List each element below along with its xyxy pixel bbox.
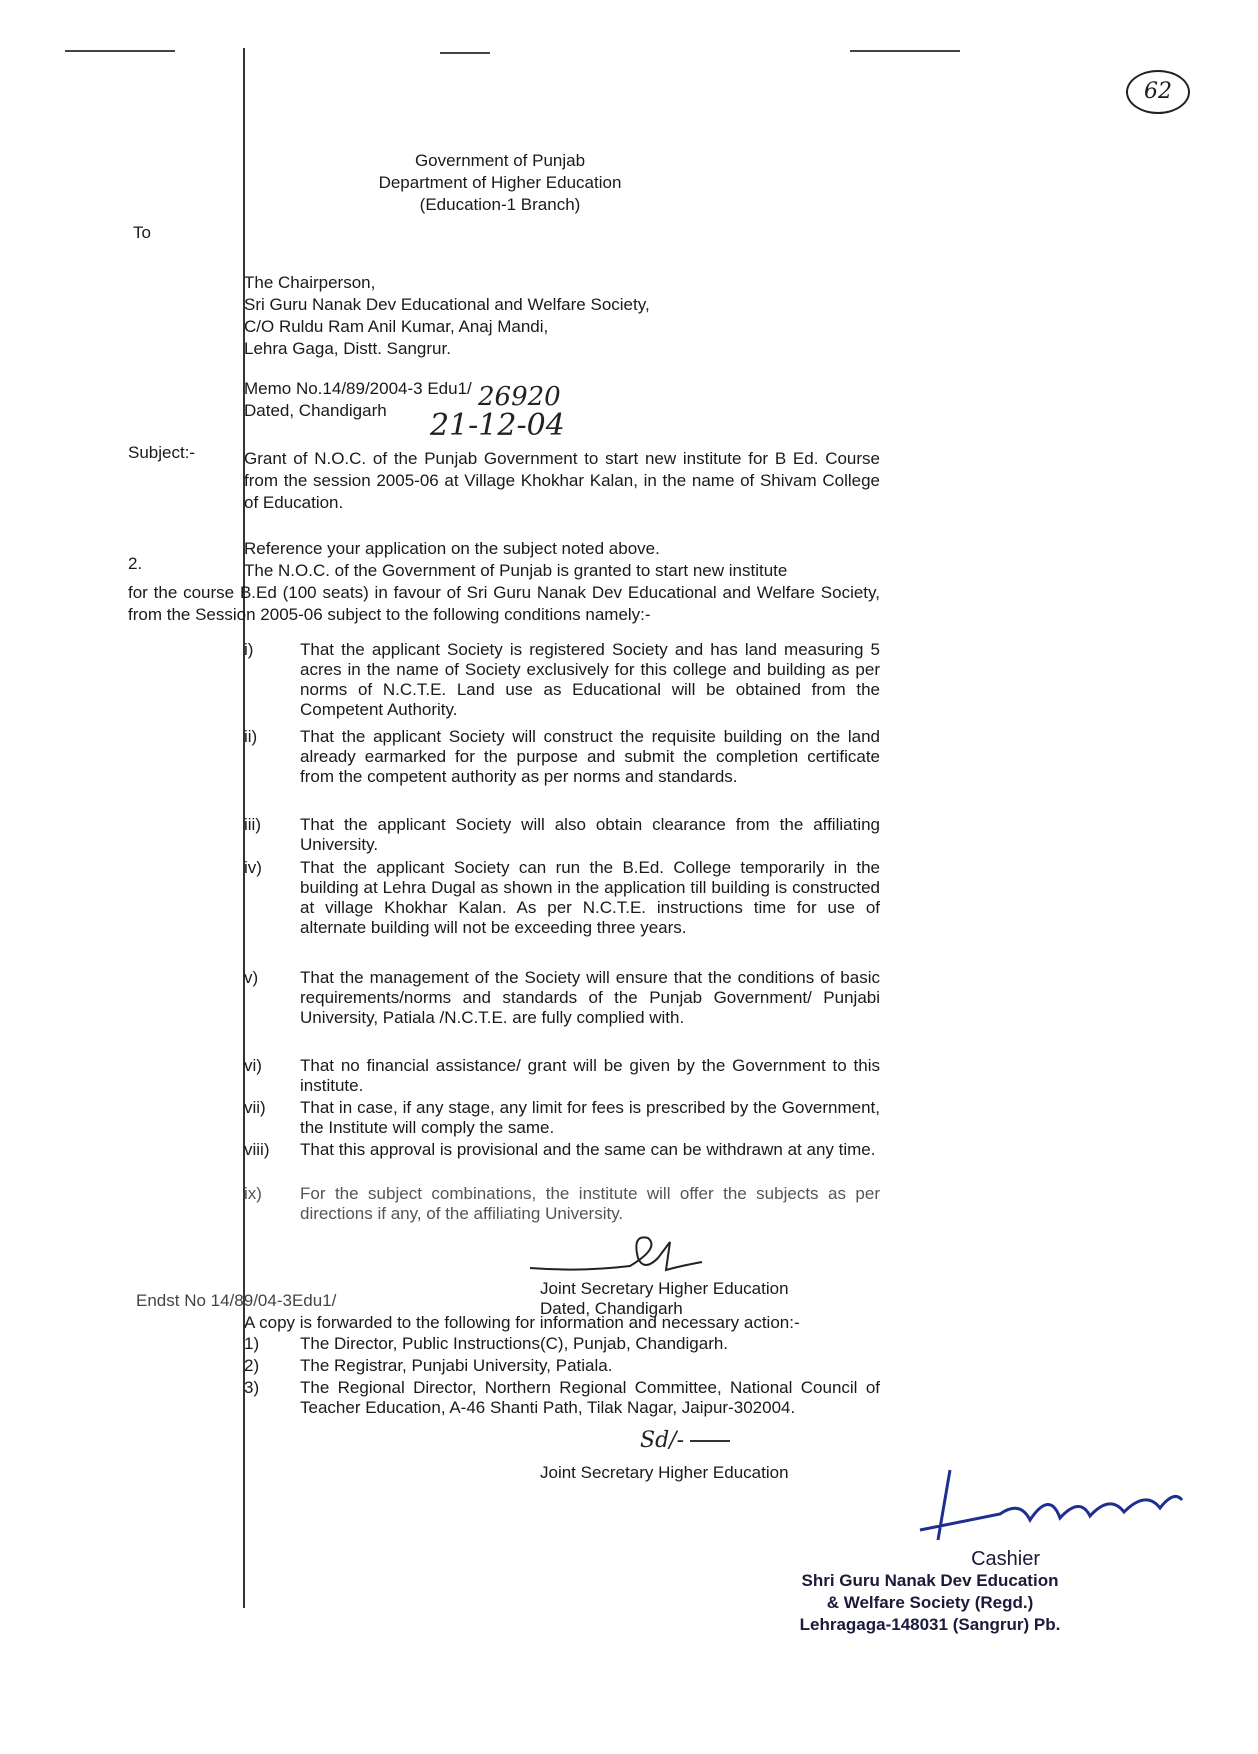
society-stamp xyxy=(780,1548,1080,1636)
condition-text: That no financial assistance/ grant will be given by the Government to this institute. xyxy=(300,1056,880,1095)
signatory-2: Joint Secretary Higher Education xyxy=(540,1463,789,1482)
addressee-line-1: The Chairperson, xyxy=(244,273,376,292)
header-line-1: Government of Punjab xyxy=(414,151,586,170)
condition-text: That the management of the Society will ensure that the conditions of basic requirements/norms and standards of the Punjab Government/ Punjabi University, Patiala /N.C.T.E. are fully complied with. xyxy=(300,968,880,1027)
recipient-item xyxy=(244,1334,880,1354)
condition-number: vii) xyxy=(244,1098,266,1117)
addressee xyxy=(244,272,844,360)
condition-item xyxy=(244,815,880,855)
para2-text: for the course B.Ed (100 seats) in favour of Sri Guru Nanak Dev Educational and Welfare Society, from the Session 2005-06 subject to the following conditions namely:- xyxy=(128,583,880,624)
stamp-title: Cashier xyxy=(971,1548,1040,1570)
page-number: 62 xyxy=(1126,70,1190,114)
scan-mark xyxy=(850,50,960,52)
forward-text: A copy is forwarded to the following for information and necessary action:- xyxy=(244,1313,800,1332)
to-label: To xyxy=(133,223,151,242)
para-number: 2. xyxy=(128,554,143,573)
condition-number: iv) xyxy=(244,858,262,877)
stamp-line-2: & Welfare Society (Regd.) xyxy=(826,1593,1034,1612)
memo-number: Memo No.14/89/2004-3 Edu1/ xyxy=(244,379,472,398)
sd-mark: Sd/- xyxy=(640,1428,684,1453)
condition-text: For the subject combinations, the institute will offer the subjects as per directions if any, of the affiliating University. xyxy=(300,1184,880,1223)
signatory-1: Joint Secretary Higher Education xyxy=(540,1279,789,1298)
condition-text: That the applicant Society can run the B.Ed. College temporarily in the building at Lehra Dugal as shown in the application till building is constructed at village Khokhar Kalan. As per N.C.T.E. instructions time for use of alternate building will not be exceeding three years. xyxy=(300,858,880,937)
para2-first-line: The N.O.C. of the Government of Punjab is granted to start new institute xyxy=(244,561,788,580)
letterhead xyxy=(350,150,650,216)
memo-dated: Dated, Chandigarh xyxy=(244,401,387,420)
condition-number: iii) xyxy=(244,815,261,834)
memo-number-handwritten: 26920 xyxy=(478,382,561,412)
scan-mark xyxy=(440,52,490,54)
addressee-line-4: Lehra Gaga, Distt. Sangrur. xyxy=(244,339,451,358)
stamp-line-3: Lehragaga-148031 (Sangrur) Pb. xyxy=(799,1615,1061,1634)
recipient-item xyxy=(244,1378,880,1418)
condition-item xyxy=(244,640,880,720)
condition-number: viii) xyxy=(244,1140,270,1159)
condition-item xyxy=(244,1184,880,1224)
recipient-text: The Director, Public Instructions(C), Punjab, Chandigarh. xyxy=(300,1334,729,1353)
condition-text: That the applicant Society will also obtain clearance from the affiliating University. xyxy=(300,815,880,854)
condition-number: vi) xyxy=(244,1056,262,1075)
endorsement-number: Endst No 14/89/04-3Edu1/ xyxy=(136,1291,337,1310)
condition-item xyxy=(244,1140,880,1160)
signature-scribble xyxy=(520,1228,710,1278)
condition-item xyxy=(244,968,880,1028)
recipient-number: 3) xyxy=(244,1378,260,1397)
condition-item xyxy=(244,858,880,938)
condition-item xyxy=(244,727,880,787)
condition-text: That the applicant Society will construct the requisite building on the land already earmarked for the purpose and submit the completion certificate from the competent authority as per norms and standards. xyxy=(300,727,880,786)
reference-line: Reference your application on the subject noted above. xyxy=(244,539,660,558)
header-line-2: Department of Higher Education xyxy=(378,173,622,192)
stamp-line-1: Shri Guru Nanak Dev Education xyxy=(801,1571,1059,1590)
subject-label: Subject:- xyxy=(128,443,196,462)
condition-text: That this approval is provisional and the same can be withdrawn at any time. xyxy=(300,1140,876,1159)
header-line-3: (Education-1 Branch) xyxy=(419,195,581,214)
recipient-text: The Regional Director, Northern Regional Committee, National Council of Teacher Education, A-46 Shanti Path, Tilak Nagar, Jaipur-302004. xyxy=(300,1378,880,1417)
condition-item xyxy=(244,1098,880,1138)
memo-date-handwritten: 21-12-04 xyxy=(430,408,565,443)
cashier-signature xyxy=(910,1460,1190,1560)
condition-number: i) xyxy=(244,640,254,659)
condition-number: ii) xyxy=(244,727,258,746)
condition-number: ix) xyxy=(244,1184,262,1203)
endorsement-dated: Dated, Chandigarh xyxy=(540,1299,683,1318)
addressee-line-3: C/O Ruldu Ram Anil Kumar, Anaj Mandi, xyxy=(244,317,549,336)
recipient-number: 1) xyxy=(244,1334,260,1353)
subject-text: Grant of N.O.C. of the Punjab Government to start new institute for B Ed. Course from the session 2005-06 at Village Khokhar Kalan, in the name of Shivam College of Education. xyxy=(244,449,880,512)
recipient-number: 2) xyxy=(244,1356,260,1375)
condition-number: v) xyxy=(244,968,259,987)
recipient-item xyxy=(244,1356,880,1376)
scan-mark xyxy=(65,50,175,52)
condition-text: That the applicant Society is registered Society and has land measuring 5 acres in the name of Society exclusively for this college and building as per norms of N.C.T.E. Land use as Educational will be obtained from the Competent Authority. xyxy=(300,640,880,719)
condition-item xyxy=(244,1056,880,1096)
recipient-text: The Registrar, Punjabi University, Patiala. xyxy=(300,1356,613,1375)
addressee-line-2: Sri Guru Nanak Dev Educational and Welfare Society, xyxy=(244,295,650,314)
condition-text: That in case, if any stage, any limit for fees is prescribed by the Government, the Institute will comply the same. xyxy=(300,1098,880,1137)
sd-underline xyxy=(690,1440,730,1442)
